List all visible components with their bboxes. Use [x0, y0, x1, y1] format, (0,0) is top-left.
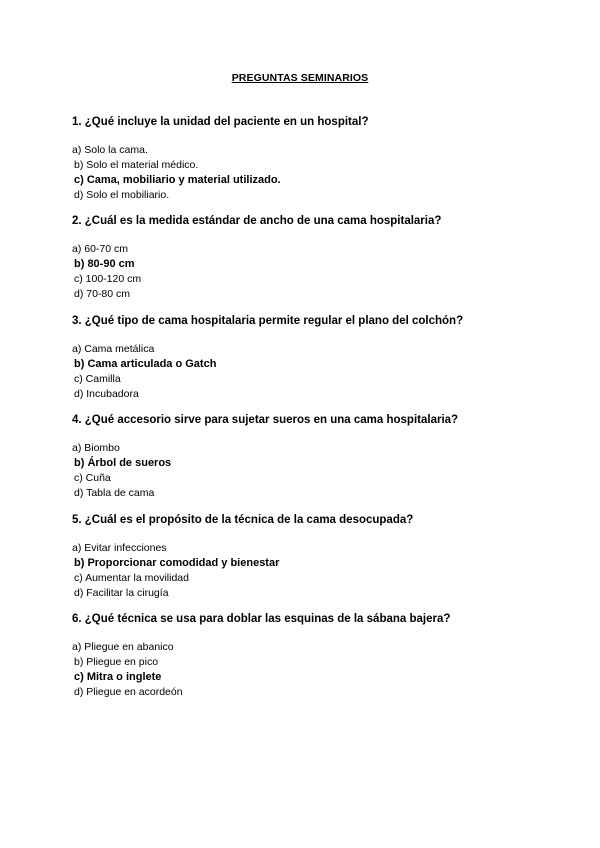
option-correct: b) Árbol de sueros — [74, 457, 172, 469]
question-block — [72, 115, 542, 203]
question-block — [72, 612, 542, 700]
question-text: 6. ¿Qué técnica se usa para doblar las esquinas de la sábana bajera? — [72, 613, 451, 625]
options-list — [72, 640, 542, 700]
question-text: 1. ¿Qué incluye la unidad del paciente en un hospital? — [72, 116, 369, 128]
option: d) Facilitar la cirugía — [74, 587, 169, 599]
option-correct: b) 80-90 cm — [74, 258, 135, 270]
option: c) Aumentar la movilidad — [74, 572, 189, 584]
option: c) Cuña — [74, 472, 111, 484]
options-list — [72, 441, 542, 501]
question-text: 5. ¿Cuál es el propósito de la técnica de la cama desocupada? — [72, 514, 414, 526]
option: a) Cama metálica — [72, 343, 155, 355]
options-list — [72, 242, 542, 302]
question-text: 4. ¿Qué accesorio sirve para sujetar sueros en una cama hospitalaria? — [72, 414, 459, 426]
option-correct: b) Proporcionar comodidad y bienestar — [74, 557, 280, 569]
option-correct: c) Mitra o inglete — [74, 671, 162, 683]
option: a) Evitar infecciones — [72, 542, 167, 554]
option: b) Solo el material médico. — [74, 159, 199, 171]
option-correct: b) Cama articulada o Gatch — [74, 358, 217, 370]
question-block — [72, 513, 542, 601]
option: a) Biombo — [72, 442, 120, 454]
options-list — [72, 541, 542, 601]
option: c) 100-120 cm — [74, 273, 142, 285]
option: a) Solo la cama. — [72, 144, 148, 156]
option: b) Pliegue en pico — [74, 656, 159, 668]
question-block — [72, 413, 542, 501]
option: a) Pliegue en abanico — [72, 641, 174, 653]
question-text: 3. ¿Qué tipo de cama hospitalaria permite regular el plano del colchón? — [72, 315, 464, 327]
question-text: 2. ¿Cuál es la medida estándar de ancho de una cama hospitalaria? — [72, 215, 442, 227]
question-block — [72, 214, 542, 302]
option: d) Solo el mobiliario. — [74, 189, 170, 201]
options-list — [72, 143, 542, 203]
option: a) 60-70 cm — [72, 243, 129, 255]
document-title: PREGUNTAS SEMINARIOS — [231, 72, 369, 84]
question-block — [72, 314, 542, 402]
option: d) Incubadora — [74, 388, 139, 400]
option: c) Camilla — [74, 373, 121, 385]
option: d) Pliegue en acordeón — [74, 686, 183, 698]
option-correct: c) Cama, mobiliario y material utilizado. — [74, 174, 281, 186]
option: d) Tabla de cama — [74, 487, 155, 499]
option: d) 70-80 cm — [74, 288, 131, 300]
options-list — [72, 342, 542, 402]
